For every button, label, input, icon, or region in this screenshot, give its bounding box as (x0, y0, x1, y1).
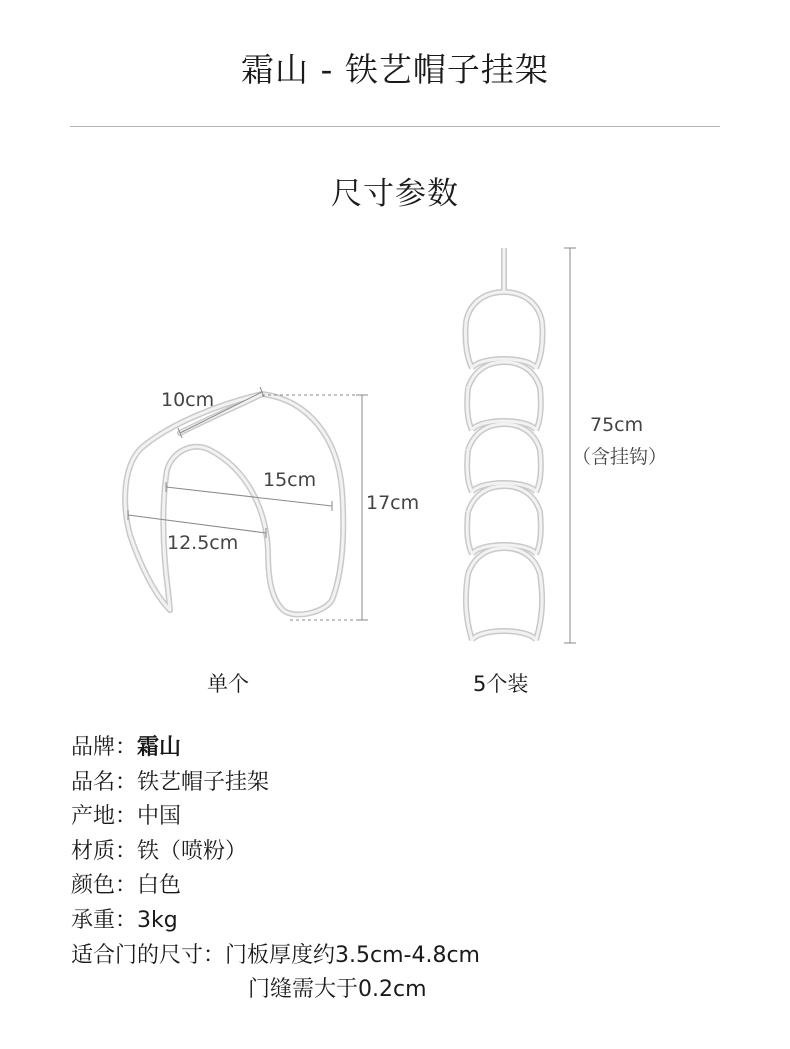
spec-load (71, 904, 480, 939)
spec-label: 适合门的尺寸： (71, 942, 226, 968)
dim-top-width: 10cm (161, 389, 215, 411)
spec-color (71, 869, 480, 904)
spec-brand (71, 731, 480, 766)
single-hook-drawing (125, 394, 343, 615)
spec-value: 中国 (137, 804, 182, 830)
spec-value: 霜山 (137, 735, 182, 760)
spec-value: 门板厚度约3.5cm-4.8cm (225, 942, 480, 968)
page-title: 霜山 - 铁艺帽子挂架 (241, 50, 549, 89)
spec-origin (71, 800, 480, 835)
caption-five-pack: 5个装 (473, 672, 529, 696)
spec-value: 铁艺帽子挂架 (137, 769, 270, 795)
five-pack-drawing (465, 248, 542, 640)
spec-list (71, 731, 480, 1008)
section-title: 尺寸参数 (331, 176, 459, 212)
dim-inner-depth: 15cm (263, 469, 317, 491)
spec-value: 3kg (137, 907, 178, 933)
spec-label: 品牌： (71, 735, 138, 760)
spec-label: 材质： (71, 838, 138, 864)
spec-material (71, 835, 480, 870)
dim-five-pack-length: 75cm (590, 414, 644, 436)
spec-door-size (71, 939, 480, 974)
spec-label: 产地： (71, 804, 138, 830)
caption-single: 单个 (207, 672, 249, 696)
dim-height: 17cm (366, 492, 420, 514)
spec-label: 颜色： (71, 873, 138, 899)
spec-product-name (71, 766, 480, 801)
dim-five-pack-note: （含挂钩） (572, 446, 668, 468)
spec-value: 铁（喷粉） (137, 838, 248, 864)
dim-bottom-width: 12.5cm (167, 532, 239, 554)
spec-label: 承重： (71, 907, 138, 933)
spec-label: 品名： (71, 769, 138, 795)
spec-value: 白色 (137, 873, 182, 899)
spec-door-gap: 门缝需大于0.2cm (248, 977, 427, 1003)
